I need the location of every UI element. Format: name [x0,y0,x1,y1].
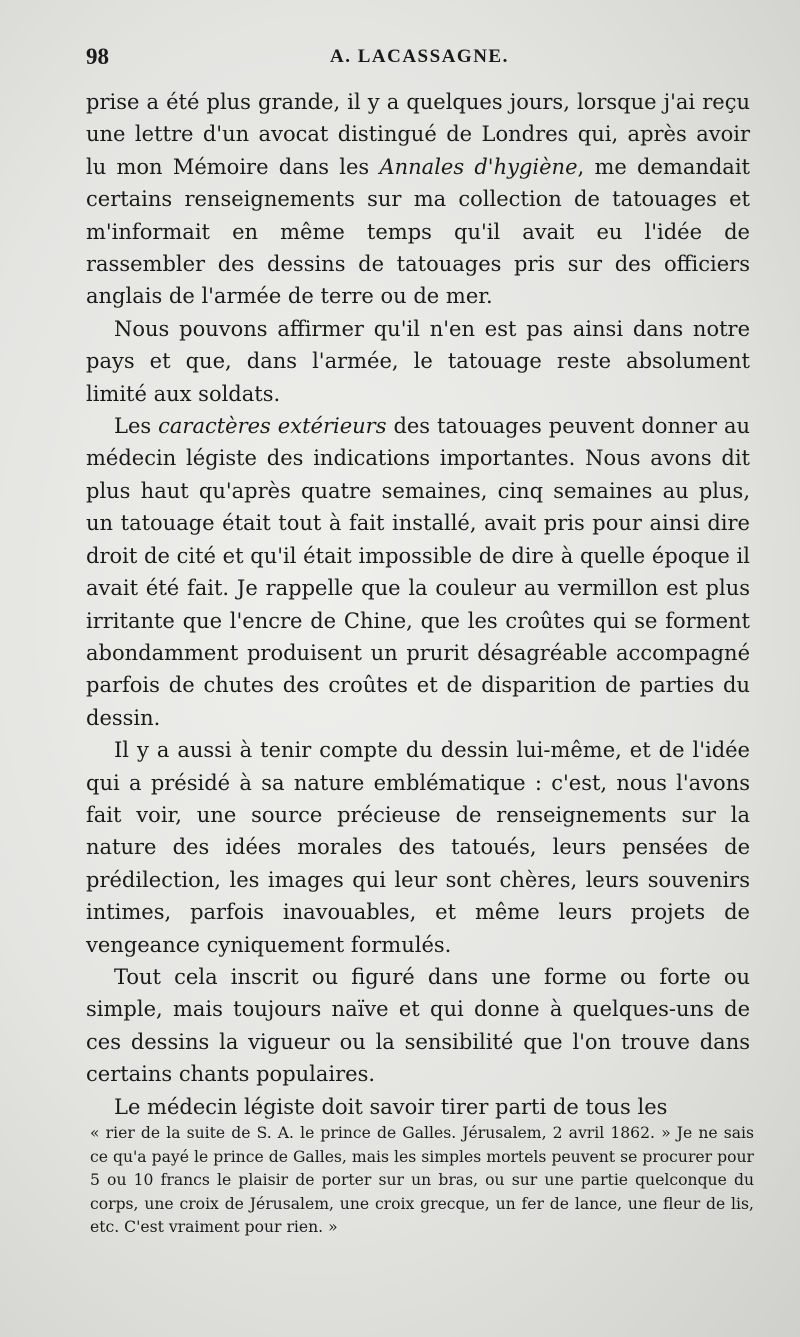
page-header [86,44,750,74]
paragraph-text: , me demandait certains renseignements sur ma collection de tatouages et m'informait en même temps qu'il avait eu l'idée de rassembler des dessins de tatouages pris sur des officiers anglais de l'armée de terre ou de mer. [86,154,750,309]
paragraph-text: prise a été plus grande, il y a quelques jours, lorsque j'ai reçu une lettre d'un avocat distingué de Londres qui, après avoir lu mon Mémoire dans les [86,90,750,179]
paragraph [86,410,750,734]
running-head: A. LACASSAGNE. [330,46,509,67]
paragraph-text: Les [114,414,159,439]
emphasis-term: caractères extérieurs [158,414,387,439]
paragraph-text: des tatouages peuvent donner au médecin légiste des indications importantes. Nous avons dit plus haut qu'après quatre semaines, cinq semaines au plus, un tatouage était tout à fait installé, avait pris pour ainsi dire droit de cité et qu'il était impossible de dire à quelle époque il avait été fait. Je rappelle que la couleur au vermillon est plus irritante que l'encre de Chine, que les croûtes qui se forment abondamment produisent un prurit désagréable accompagné parfois de chutes des croûtes et de disparition de parties du dessin. [86,414,750,730]
page-number: 98 [86,44,109,69]
paragraph: Nous pouvons affirmer qu'il n'en est pas ainsi dans notre pays et que, dans l'armée, le tatouage reste absolument limité aux soldats. [86,316,750,406]
paragraph: Le médecin légiste doit savoir tirer parti de tous les [114,1094,668,1119]
body-text [86,86,750,1123]
footnote-text: « rier de la suite de S. A. le prince de Galles. Jérusalem, 2 avril 1862. » Je ne sais ce qu'a payé le prince de Galles, mais les simples mortels peuvent se procurer pour 5 ou 10 francs le plaisir de porter sur un bras, ou sur une partie quelconque du corps, une croix de Jérusalem, une croix grecque, un fer de lance, une fleur de lis, etc. C'est vraiment pour rien. » [90,1124,754,1236]
paragraph: Tout cela inscrit ou figuré dans une forme ou forte ou simple, mais toujours naïve et qui donne à quelques-uns de ces dessins la vigueur ou la sensibilité que l'on trouve dans certains chants populaires. [86,964,750,1087]
paragraph: Il y a aussi à tenir compte du dessin lui-même, et de l'idée qui a présidé à sa nature emblématique : c'est, nous l'avons fait voir, une source précieuse de renseignements sur la nature des idées morales des tatoués, leurs pensées de prédilection, les images qui leur sont chères, leurs souvenirs intimes, parfois inavouables, et même leurs projets de vengeance cyniquement formulés. [86,738,750,957]
paragraph-continuation [86,86,750,313]
journal-title: Annales d'hygiène [379,154,578,179]
footnote [90,1122,754,1240]
